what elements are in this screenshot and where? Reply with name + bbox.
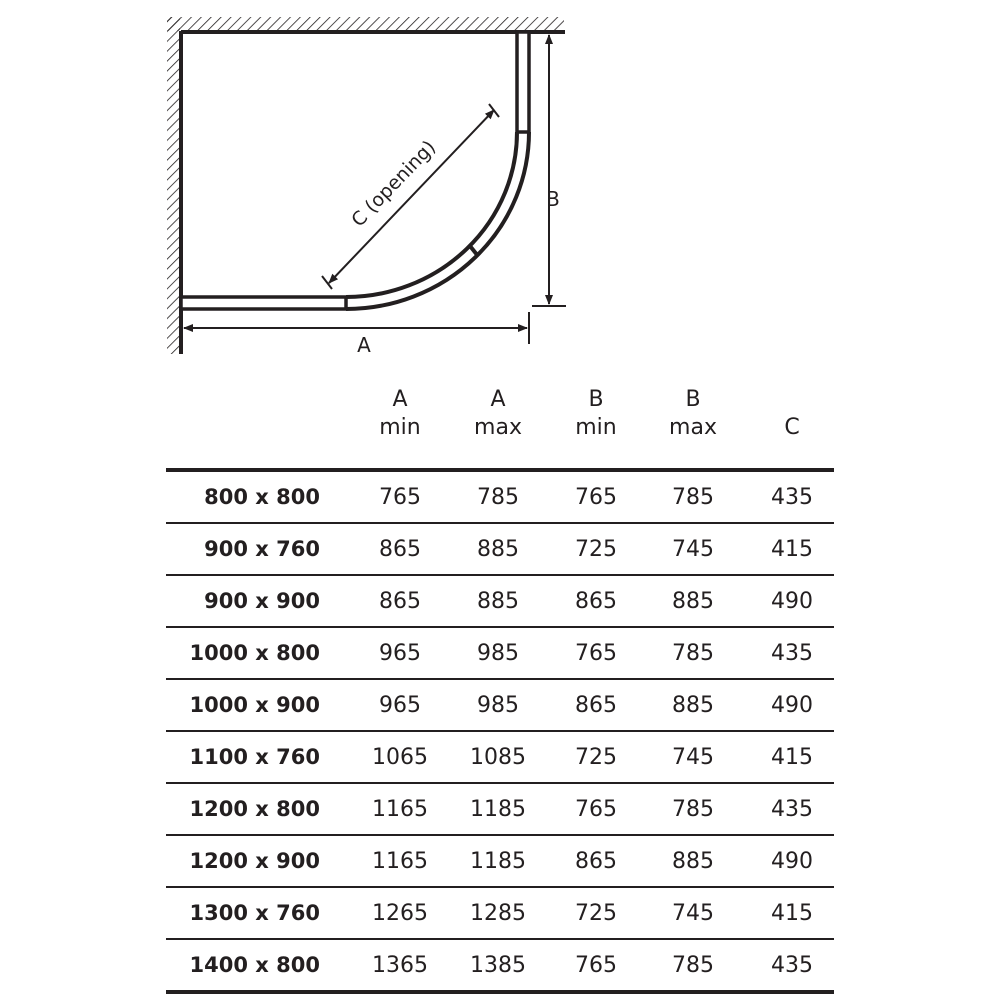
cell-b-min: 765 bbox=[575, 484, 617, 510]
cell-b-max: 745 bbox=[672, 744, 714, 770]
cell-size: 900 x 900 bbox=[204, 589, 320, 613]
cell-c: 435 bbox=[771, 640, 813, 666]
cell-b-max: 785 bbox=[672, 640, 714, 666]
cell-b-min: 725 bbox=[575, 536, 617, 562]
cell-b-min: 765 bbox=[575, 640, 617, 666]
cell-b-min: 725 bbox=[575, 744, 617, 770]
cell-b-max: 785 bbox=[672, 796, 714, 822]
cell-b-min: 865 bbox=[575, 588, 617, 614]
cell-a-max: 1385 bbox=[470, 952, 526, 978]
dimension-table bbox=[166, 387, 834, 994]
right-fixed-panel bbox=[517, 32, 529, 132]
cell-a-min: 765 bbox=[379, 484, 421, 510]
table-row bbox=[166, 524, 834, 576]
enclosure-outline bbox=[181, 32, 529, 309]
cell-size: 1000 x 800 bbox=[189, 641, 320, 665]
cell-a-max: 785 bbox=[477, 484, 519, 510]
cell-size: 1100 x 760 bbox=[189, 745, 320, 769]
cell-c: 435 bbox=[771, 952, 813, 978]
header-a-min: A min bbox=[379, 387, 421, 440]
table-row bbox=[166, 576, 834, 628]
cell-b-min: 865 bbox=[575, 848, 617, 874]
table-row bbox=[166, 888, 834, 940]
bottom-fixed-panel bbox=[181, 297, 346, 309]
cell-a-max: 885 bbox=[477, 588, 519, 614]
cell-a-min: 865 bbox=[379, 536, 421, 562]
cell-a-max: 885 bbox=[477, 536, 519, 562]
table-row bbox=[166, 940, 834, 994]
table-row bbox=[166, 628, 834, 680]
cell-a-min: 865 bbox=[379, 588, 421, 614]
cell-size: 1200 x 900 bbox=[189, 849, 320, 873]
cell-size: 800 x 800 bbox=[204, 485, 320, 509]
header-b-max: B max bbox=[669, 387, 717, 440]
cell-size: 1000 x 900 bbox=[189, 693, 320, 717]
cell-a-max: 1185 bbox=[470, 796, 526, 822]
header-b-min: B min bbox=[575, 387, 617, 440]
door-joint bbox=[470, 246, 478, 256]
cell-a-max: 985 bbox=[477, 640, 519, 666]
cell-size: 1200 x 800 bbox=[189, 797, 320, 821]
shower-enclosure-diagram bbox=[0, 0, 1000, 380]
dimension-b bbox=[532, 35, 566, 306]
dimension-c-label: C (opening) bbox=[347, 136, 441, 232]
cell-b-min: 765 bbox=[575, 952, 617, 978]
cell-a-min: 1065 bbox=[372, 744, 428, 770]
header-a-max: A max bbox=[474, 387, 522, 440]
cell-c: 415 bbox=[771, 744, 813, 770]
cell-b-max: 885 bbox=[672, 692, 714, 718]
cell-size: 1300 x 760 bbox=[189, 901, 320, 925]
cell-a-min: 1265 bbox=[372, 900, 428, 926]
cell-a-min: 1165 bbox=[372, 796, 428, 822]
cell-a-max: 1185 bbox=[470, 848, 526, 874]
table-row bbox=[166, 784, 834, 836]
cell-b-max: 745 bbox=[672, 900, 714, 926]
cell-a-min: 965 bbox=[379, 692, 421, 718]
cell-c: 435 bbox=[771, 796, 813, 822]
cell-c: 490 bbox=[771, 692, 813, 718]
cell-c: 490 bbox=[771, 588, 813, 614]
cell-b-min: 865 bbox=[575, 692, 617, 718]
cell-c: 490 bbox=[771, 848, 813, 874]
table-header bbox=[166, 387, 834, 472]
cell-b-max: 785 bbox=[672, 484, 714, 510]
cell-c: 415 bbox=[771, 900, 813, 926]
cell-a-max: 1285 bbox=[470, 900, 526, 926]
dimension-b-label: B bbox=[546, 187, 560, 211]
table-row bbox=[166, 472, 834, 524]
cell-b-max: 785 bbox=[672, 952, 714, 978]
dimension-a-label: A bbox=[357, 333, 371, 357]
cell-b-max: 885 bbox=[672, 588, 714, 614]
table-body bbox=[166, 472, 834, 994]
cell-b-max: 885 bbox=[672, 848, 714, 874]
cell-c: 435 bbox=[771, 484, 813, 510]
cell-b-min: 725 bbox=[575, 900, 617, 926]
cell-b-max: 745 bbox=[672, 536, 714, 562]
cell-a-max: 1085 bbox=[470, 744, 526, 770]
cell-a-min: 1165 bbox=[372, 848, 428, 874]
cell-size: 1400 x 800 bbox=[189, 953, 320, 977]
cell-size: 900 x 760 bbox=[204, 537, 320, 561]
cell-b-min: 765 bbox=[575, 796, 617, 822]
cell-c: 415 bbox=[771, 536, 813, 562]
table-row bbox=[166, 732, 834, 784]
table-row bbox=[166, 836, 834, 888]
cell-a-min: 1365 bbox=[372, 952, 428, 978]
table-row bbox=[166, 680, 834, 732]
cell-a-min: 965 bbox=[379, 640, 421, 666]
cell-a-max: 985 bbox=[477, 692, 519, 718]
header-c: C bbox=[784, 415, 800, 440]
